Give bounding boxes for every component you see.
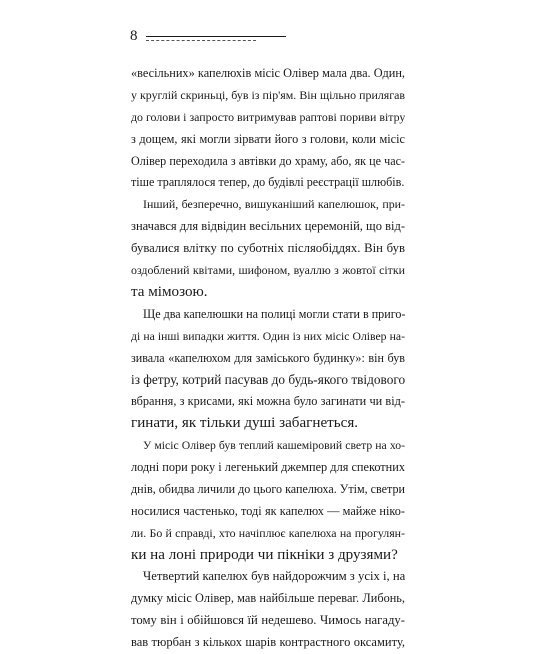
text-line: Четвертий капелюх був найдорожчим з усіх і, на	[143, 569, 405, 584]
page-header	[130, 28, 290, 44]
text-line: «весільних» капелюхів місіс Олівер мала два. Один,	[131, 66, 405, 80]
text-line: та мімозою.	[131, 283, 208, 300]
text-line: ли. Бо й справді, хто начіплює капелюха на прогулян-	[131, 525, 405, 540]
text-line: ки на лоні природи чи пікніки з друзями?	[131, 546, 398, 563]
text-line: із фетру, котрий пасував до будь-якого твідового	[131, 372, 405, 388]
text-line: ді на інші випадки життя. Один із них місіс Олівер на-	[131, 329, 405, 343]
text-line: Інший, безперечно, вишуканіший капелюшок, при-	[143, 197, 405, 212]
text-line: носилися частенько, тоді як капелюх — майже ніко-	[131, 503, 405, 518]
text-line: значався для відвідин весільних церемоній, що від-	[131, 219, 405, 234]
text-line: зивала «капелюхом для заміського будинку»: він був	[131, 350, 405, 365]
text-line: у круглій скриньці, був із пір'ям. Він щільно прилягав	[131, 87, 405, 102]
text-line: тому він і обійшовся їй недешево. Чимось нагаду-	[131, 613, 405, 628]
text-line: гинати, як тільки душі забагнеться.	[131, 415, 359, 432]
text-line: з дощем, які могли зірвати його з голови, коли місіс	[131, 131, 405, 146]
text-line: лодні пори року і легенький джемпер для спекотних	[131, 460, 405, 475]
text-line: У місіс Олівер був теплий кашеміровий светр на хо-	[143, 439, 405, 453]
text-body	[131, 63, 405, 654]
text-line: Олівер переходила з автівки до храму, або, як це час-	[131, 153, 405, 168]
text-line: тіше траплялося тепер, до будівлі реєстрації шлюбів.	[131, 175, 405, 190]
text-line: вав тюрбан з кількох шарів контрастного оксамиту,	[131, 635, 405, 650]
text-line: Ще два капелюшки на полиці могли стати в приго-	[143, 306, 405, 321]
text-line: думку місіс Олівер, мав найбільше переваг. Либонь,	[131, 591, 405, 606]
text-line: вбрання, з крисами, які можна було загинати чи від-	[131, 394, 405, 409]
text-line: бувалися влітку по суботніх післяобіддях. Він був	[131, 241, 405, 256]
header-rule	[146, 36, 286, 37]
header-rule-thin	[146, 40, 256, 41]
page-number: 8	[130, 28, 138, 44]
text-line: до голови і запросто витримував раптові пориви вітру	[131, 109, 405, 124]
text-line: днів, обидва личили до цього капелюха. Утім, светри	[131, 481, 405, 496]
text-line: оздоблений квітами, шифоном, вуаллю з жовтої сітки	[131, 263, 405, 278]
